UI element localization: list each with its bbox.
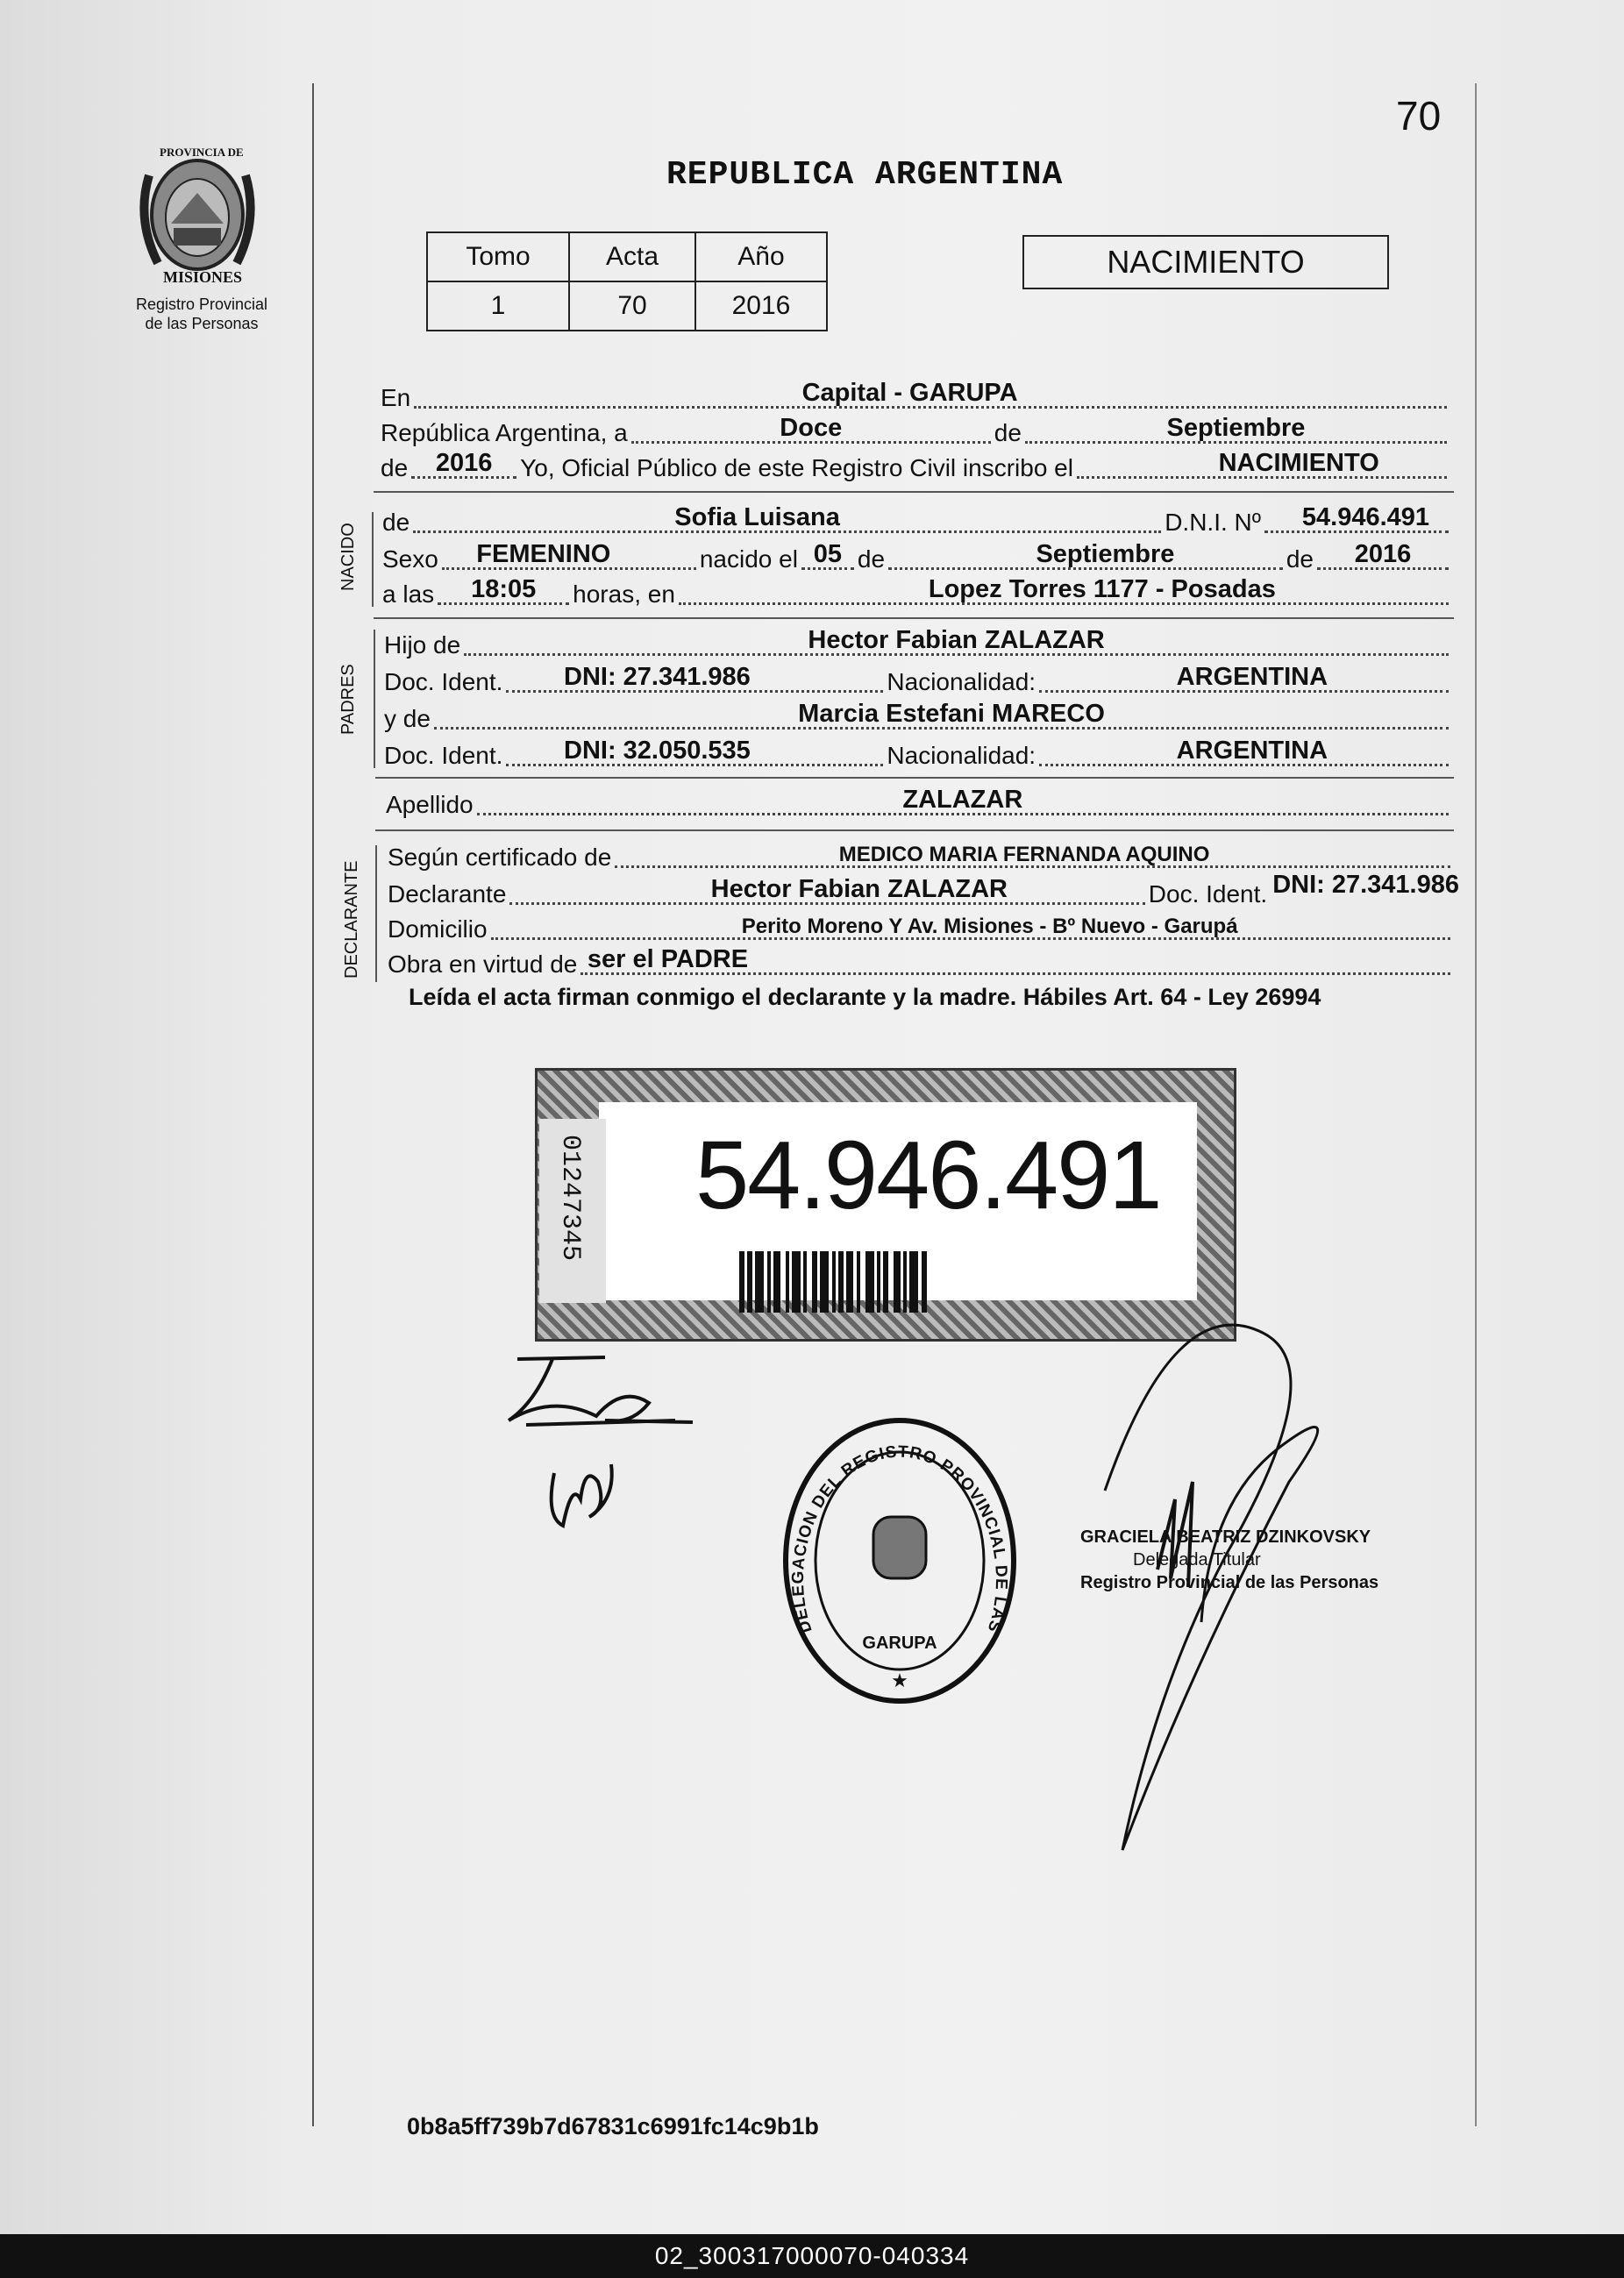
doc-label-father: Doc. Ident. [384, 668, 503, 695]
de-label-by: de [1286, 545, 1314, 573]
mother-nationality: ARGENTINA [1176, 737, 1328, 765]
a-las-label: a las [382, 580, 435, 608]
logo-caption [105, 295, 298, 333]
birth-time: 18:05 [471, 575, 537, 603]
dots [477, 781, 1449, 815]
birth-year: 2016 [1354, 540, 1412, 568]
official-stamp [770, 1398, 1022, 1710]
obra-label: Obra en virtud de [388, 950, 578, 978]
left-margin-line [312, 83, 314, 2126]
cert-value: MEDICO MARIA FERNANDA AQUINO [838, 843, 1210, 866]
apellido-value: ZALAZAR [902, 786, 1023, 814]
stamp-star-icon: ★ [891, 1669, 908, 1691]
dots [581, 941, 1450, 975]
dom-value: Perito Moreno Y Av. Misiones - Bº Nuevo - Garupá [741, 915, 1238, 938]
dots [509, 871, 1144, 905]
dots [1039, 658, 1449, 693]
barcode-bar [865, 1251, 874, 1313]
registrar-role: Delegada Titular [1133, 1550, 1261, 1570]
divider [374, 617, 1454, 619]
sticker-number: 54.946.491 [695, 1121, 1161, 1229]
dots [506, 658, 883, 693]
divider [375, 829, 1454, 831]
dots [679, 571, 1449, 605]
divider [375, 777, 1454, 779]
child-name: Sofia Luisana [674, 503, 840, 531]
nacido-label: nacido el [699, 545, 798, 573]
document-hash: 0b8a5ff739b7d67831c6991fc14c9b1b [407, 2113, 819, 2139]
province-logo [132, 140, 263, 289]
apellido-label: Apellido [386, 791, 474, 818]
dots [631, 409, 991, 444]
stamp-center-text: GARUPA [862, 1634, 937, 1653]
barcode-bar [773, 1251, 780, 1313]
line-hora [382, 573, 1452, 612]
document-title: REPUBLICA ARGENTINA [666, 156, 1064, 194]
line-mother-doc [384, 735, 1452, 773]
logo-caption-line1: Registro Provincial [135, 295, 268, 313]
divider [374, 491, 1454, 493]
de-label-name: de [382, 509, 410, 536]
nac-label-mother: Nacionalidad: [887, 742, 1036, 769]
section-bar-nacido [372, 512, 374, 607]
horas-label: horas, en [573, 580, 675, 608]
decl-doc-label: Doc. Ident. [1148, 880, 1268, 908]
stamp-ring-text: DELEGACION DEL REGISTRO PROVINCIAL DE LAS PERSONAS [770, 1398, 1011, 1635]
line-mother [384, 698, 1452, 737]
dots [438, 571, 569, 605]
dots [1039, 732, 1449, 766]
birth-place: Lopez Torres 1177 - Posadas [928, 575, 1276, 603]
dots [414, 374, 1447, 409]
closing-text: Leída el acta firman conmigo el declarante y la madre. Hábiles Art. 64 - Ley 26994 [409, 984, 1321, 1010]
dots [442, 536, 696, 570]
mother-doc: DNI: 32.050.535 [564, 737, 751, 765]
father-name: Hector Fabian ZALAZAR [808, 626, 1105, 654]
section-padres: PADRES [338, 664, 358, 735]
republica-label: República Argentina, a [381, 419, 628, 446]
mother-name: Marcia Estefani MARECO [798, 700, 1105, 728]
barcode-bar [792, 1251, 801, 1313]
doc-label-mother: Doc. Ident. [384, 742, 503, 769]
logo-text-bottom: MISIONES [163, 268, 243, 286]
registry-value-anio: 2016 [695, 281, 827, 331]
barcode-bar [846, 1251, 853, 1313]
dots [615, 834, 1450, 868]
line-obra [388, 943, 1454, 982]
footer-id-bar [0, 2234, 1624, 2278]
father-nationality: ARGENTINA [1176, 663, 1328, 691]
dni-label: D.N.I. Nº [1165, 509, 1261, 536]
logo-text-top: PROVINCIA DE [160, 146, 244, 159]
dots [434, 695, 1449, 730]
section-bar-padres [374, 630, 375, 768]
decl-value: Hector Fabian ZALAZAR [710, 875, 1008, 903]
line-cert [388, 836, 1454, 875]
registry-value-tomo: 1 [427, 281, 569, 331]
registry-header-anio: Año [695, 232, 827, 281]
dots [1317, 536, 1449, 570]
section-declarante: DECLARANTE [342, 860, 361, 979]
section-nacido: NACIDO [338, 523, 358, 591]
decl-doc: DNI: 27.341.986 [1272, 871, 1459, 899]
sticker-side-code: 01247345 [555, 1135, 585, 1262]
barcode-bar [927, 1251, 930, 1313]
logo-caption-line2: de las Personas [145, 315, 259, 332]
registry-value-acta: 70 [569, 281, 695, 331]
dots [411, 445, 516, 479]
y-de-label: y de [384, 705, 431, 732]
line-father-doc [384, 661, 1452, 700]
day-value: Doce [780, 414, 843, 442]
dots [1264, 499, 1449, 533]
registrar-office: Registro Provincial de las Personas [1080, 1573, 1379, 1592]
dots [1077, 445, 1447, 479]
hijo-label: Hijo de [384, 631, 461, 658]
line-name [382, 502, 1452, 540]
sticker-label [599, 1102, 1197, 1300]
dots [413, 499, 1161, 533]
sexo-label: Sexo [382, 545, 438, 573]
dots [1025, 409, 1447, 444]
dom-label: Domicilio [388, 915, 488, 943]
registry-table [426, 231, 828, 331]
year-value: 2016 [435, 449, 493, 477]
en-label: En [381, 384, 411, 411]
registry-header-tomo: Tomo [427, 232, 569, 281]
sexo-value: FEMENINO [476, 540, 611, 568]
line-father [384, 624, 1452, 663]
birth-month: Septiembre [1036, 540, 1175, 568]
footer-id: 02_300317000070-040334 [654, 2242, 970, 2269]
registry-header-acta: Acta [569, 232, 695, 281]
obra-value: ser el PADRE [587, 945, 749, 973]
barcode-bar [755, 1251, 764, 1313]
de-label-bd: de [857, 545, 886, 573]
child-dni: 54.946.491 [1301, 503, 1430, 531]
line-apellido [386, 784, 1452, 822]
barcode-bar [820, 1251, 829, 1313]
de-label-2: de [381, 454, 409, 481]
de-label-1: de [994, 419, 1022, 446]
line-inscribe [381, 447, 1450, 486]
birth-day: 05 [813, 540, 843, 568]
registrar-name: GRACIELA BEATRIZ DZINKOVSKY [1080, 1527, 1371, 1547]
sticker-side-panel [539, 1119, 606, 1303]
page-number: 70 [1396, 93, 1442, 139]
nac-label-father: Nacionalidad: [887, 668, 1036, 695]
barcode-bar [909, 1251, 918, 1313]
dots [506, 732, 883, 766]
signature-father [500, 1342, 710, 1438]
dots [491, 906, 1450, 940]
registrar-block [1080, 1526, 1378, 1594]
right-margin-line [1475, 83, 1477, 2126]
dots [801, 536, 854, 570]
inscribe-label: Yo, Oficial Público de este Registro Civil inscribo el [520, 454, 1073, 481]
dots [888, 536, 1283, 570]
decl-label: Declarante [388, 880, 507, 908]
section-bar-declarante [375, 845, 377, 982]
father-doc: DNI: 27.341.986 [564, 663, 751, 691]
dots [464, 622, 1449, 656]
place-value: Capital - GARUPA [801, 379, 1018, 407]
inscribe-value: NACIMIENTO [1218, 449, 1379, 477]
signature-mother [537, 1447, 624, 1534]
cert-label: Según certificado de [388, 844, 612, 871]
barcode-bar [894, 1251, 901, 1313]
record-type-box: NACIMIENTO [1022, 235, 1389, 289]
month-value: Septiembre [1166, 414, 1306, 442]
